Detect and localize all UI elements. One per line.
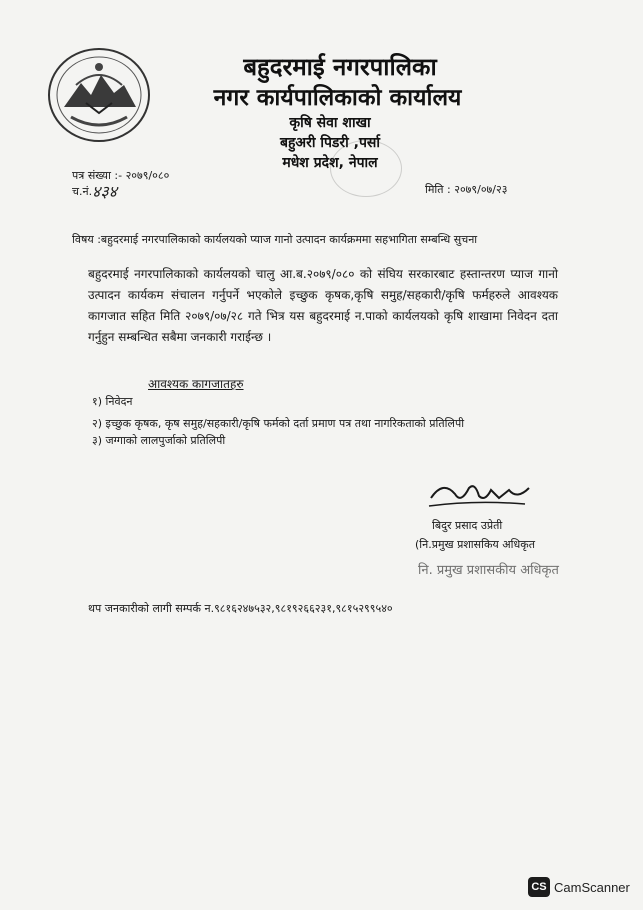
signature-mark xyxy=(425,478,535,512)
requirement-item: ३) जग्गाको लालपुर्जाको प्रतिलिपी xyxy=(92,434,226,447)
requirement-item: २) इच्छुक कृषक, कृष समुह/सहकारी/कृषि फर्मको दर्ता प्रमाण पत्र तथा नागरिकताको प्रतिलिपी xyxy=(92,417,465,430)
section-name: कृषि सेवा शाखा xyxy=(289,115,371,131)
contact-numbers: थप जनकारीको लागी सम्पर्क न.९८१६२४७५३२,९८१९२६६२३१,९८१५२९९५४० xyxy=(88,602,393,615)
camscanner-watermark xyxy=(528,877,630,897)
dispatch-number-label: च.नं. xyxy=(72,185,93,198)
office-name: नगर कार्यपालिकाको कार्यालय xyxy=(213,85,462,111)
requirement-item: १) निवेदन xyxy=(92,395,133,408)
nepal-emblem-icon xyxy=(46,45,152,145)
letter-date: मिति : २०७९/०७/२३ xyxy=(425,183,508,196)
dispatch-number-handwritten: ४३४ xyxy=(92,182,117,201)
designation-stamp: नि. प्रमुख प्रशासकीय अधिकृत xyxy=(418,563,559,578)
camscanner-logo-icon: CS xyxy=(528,877,550,897)
camscanner-label: CamScanner xyxy=(554,879,630,895)
address-line: बहुअरी पिडरी ,पर्सा xyxy=(279,135,380,151)
office-stamp xyxy=(330,140,402,197)
signatory-name: बिदुर प्रसाद उप्रेती xyxy=(432,519,503,532)
municipality-name: बहुदरमाई नगरपालिका xyxy=(243,53,437,81)
signatory-title: (नि.प्रमुख प्रशासकिय अधिकृत xyxy=(415,538,536,551)
body-paragraph: बहुदरमाई नगरपालिकाको कार्यलयको चालु आ.ब.२०७९/०८० को संघिय सरकारबाट हस्तान्तरण प्याज गानो उत्पादन कार्यकम संचालन गर्नुपर्ने भएकोले इच्छुक कृषक,कृषि समुह/सहकारी/कृषि फर्महरुले आवश्यक कागजात सहित मिति २०७९/०७/२८ गते भित्र यस बहुदरमाई न.पाको कार्यलयको कृषि शाखामा निवेदन दता गर्नुहुन सम्बन्धित सबैमा जनकारी गराईन्छ । xyxy=(88,267,558,344)
province-line: मधेश प्रदेश, नेपाल xyxy=(282,155,378,171)
letter-number: पत्र संख्या :- २०७९/०८० xyxy=(72,169,170,182)
requirements-title: आवश्यक कागजातहरु xyxy=(148,377,244,391)
subject-line: विषय :बहुदरमाई नगरपालिकाको कार्यलयको प्याज गानो उत्पादन कार्यक्रममा सहभागिता सम्बन्धि सुचना xyxy=(72,233,478,246)
